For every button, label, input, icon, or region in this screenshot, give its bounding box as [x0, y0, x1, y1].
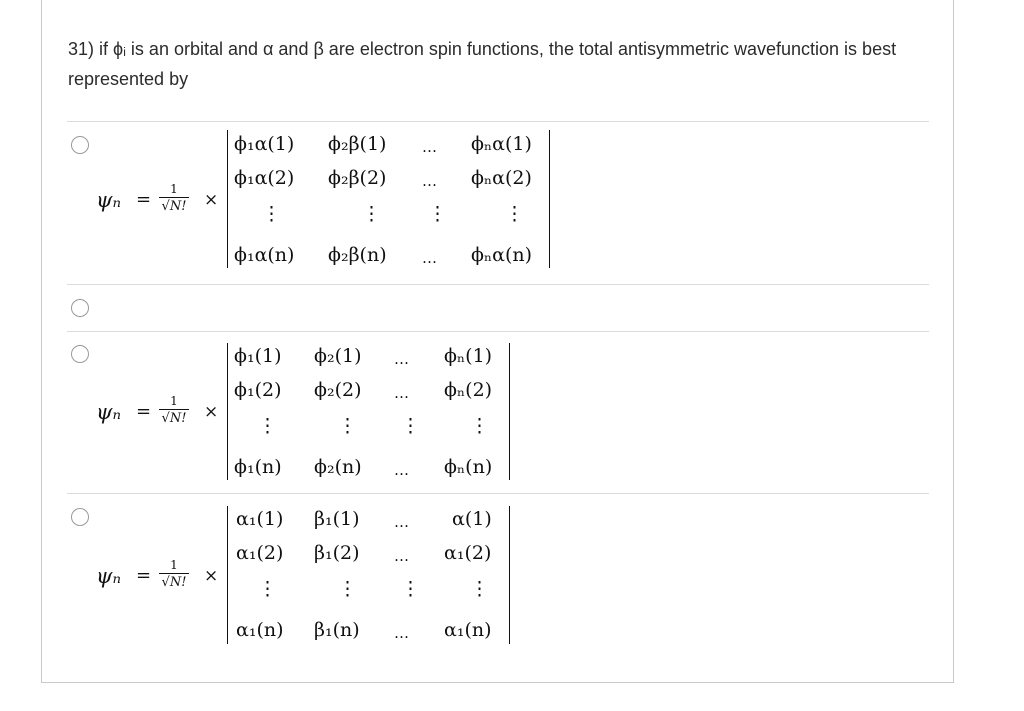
determinant-right-bar — [509, 506, 510, 644]
radio-option-b[interactable] — [71, 299, 89, 317]
matrix-cell: ϕ₂β(n) — [328, 244, 387, 266]
ellipsis: … — [394, 350, 410, 368]
divider — [67, 493, 929, 494]
matrix-cell: ϕ₁(2) — [234, 379, 282, 401]
ellipsis: … — [422, 138, 438, 156]
matrix-cell: ϕ₁(1) — [234, 345, 282, 367]
vertical-dots: ⋮ — [258, 578, 277, 600]
vertical-dots: ⋮ — [428, 203, 447, 225]
divider — [67, 121, 929, 122]
matrix-cell: ϕ₂β(1) — [328, 133, 387, 155]
vertical-dots: ⋮ — [362, 203, 381, 225]
vertical-dots: ⋮ — [258, 415, 277, 437]
radio-option-a[interactable] — [71, 136, 89, 154]
determinant-right-bar — [509, 343, 510, 480]
matrix-cell: α₁(n) — [236, 619, 284, 641]
matrix-cell: β₁(1) — [314, 508, 360, 530]
determinant-left-bar — [227, 130, 228, 268]
matrix-cell: ϕₙ(2) — [444, 379, 493, 401]
times-sign: × — [204, 190, 219, 210]
divider — [67, 331, 929, 332]
matrix-cell: ϕ₂(2) — [314, 379, 362, 401]
psi-symbol: ψₙ — [96, 188, 121, 212]
matrix-cell: α₁(2) — [236, 542, 284, 564]
vertical-dots: ⋮ — [401, 578, 420, 600]
ellipsis: … — [394, 547, 410, 565]
matrix-cell: ϕ₁α(2) — [234, 167, 295, 189]
question-card — [41, 0, 954, 683]
ellipsis: … — [422, 249, 438, 267]
matrix-cell: ϕₙα(n) — [471, 244, 533, 266]
determinant-left-bar — [227, 506, 228, 644]
vertical-dots: ⋮ — [401, 415, 420, 437]
matrix-cell: α₁(1) — [236, 508, 284, 530]
vertical-dots: ⋮ — [470, 578, 489, 600]
vertical-dots: ⋮ — [505, 203, 524, 225]
matrix-cell: ϕₙα(1) — [471, 133, 532, 155]
matrix-cell: α(1) — [452, 508, 492, 530]
ellipsis: … — [394, 384, 410, 402]
ellipsis: … — [394, 624, 410, 642]
vertical-dots: ⋮ — [262, 203, 281, 225]
question-text: 31) if ϕᵢ is an orbital and α and β are electron spin functions, the total antisymmetric wavefunction is best represented by — [68, 39, 897, 89]
normalization-fraction: 1 √N! — [159, 558, 189, 591]
matrix-cell: ϕ₁α(1) — [234, 133, 295, 155]
matrix-cell: ϕ₁α(n) — [234, 244, 295, 266]
vertical-dots: ⋮ — [470, 415, 489, 437]
ellipsis: … — [394, 461, 410, 479]
matrix-cell: β₁(2) — [314, 542, 360, 564]
matrix-cell: ϕₙα(2) — [471, 167, 532, 189]
matrix-cell: α₁(2) — [444, 542, 492, 564]
radio-option-d[interactable] — [71, 508, 89, 526]
matrix-cell: ϕ₂(1) — [314, 345, 362, 367]
vertical-dots: ⋮ — [338, 415, 357, 437]
matrix-cell: ϕₙ(n) — [444, 456, 493, 478]
ellipsis: … — [422, 172, 438, 190]
matrix-cell: ϕ₂β(2) — [328, 167, 387, 189]
times-sign: × — [204, 402, 219, 422]
matrix-cell: ϕₙ(1) — [444, 345, 493, 367]
equals-sign: = — [136, 189, 152, 210]
matrix-cell: α₁(n) — [444, 619, 492, 641]
vertical-dots: ⋮ — [338, 578, 357, 600]
times-sign: × — [204, 566, 219, 586]
ellipsis: … — [394, 513, 410, 531]
matrix-cell: β₁(n) — [314, 619, 360, 641]
divider — [67, 284, 929, 285]
psi-symbol: ψₙ — [96, 564, 121, 588]
determinant-right-bar — [549, 130, 550, 268]
determinant-left-bar — [227, 343, 228, 480]
equals-sign: = — [136, 565, 152, 586]
radio-option-c[interactable] — [71, 345, 89, 363]
equals-sign: = — [136, 401, 152, 422]
matrix-cell: ϕ₂(n) — [314, 456, 362, 478]
normalization-fraction: 1 √N! — [159, 394, 189, 427]
psi-symbol: ψₙ — [96, 400, 121, 424]
normalization-fraction: 1 √N! — [159, 182, 189, 215]
matrix-cell: ϕ₁(n) — [234, 456, 282, 478]
